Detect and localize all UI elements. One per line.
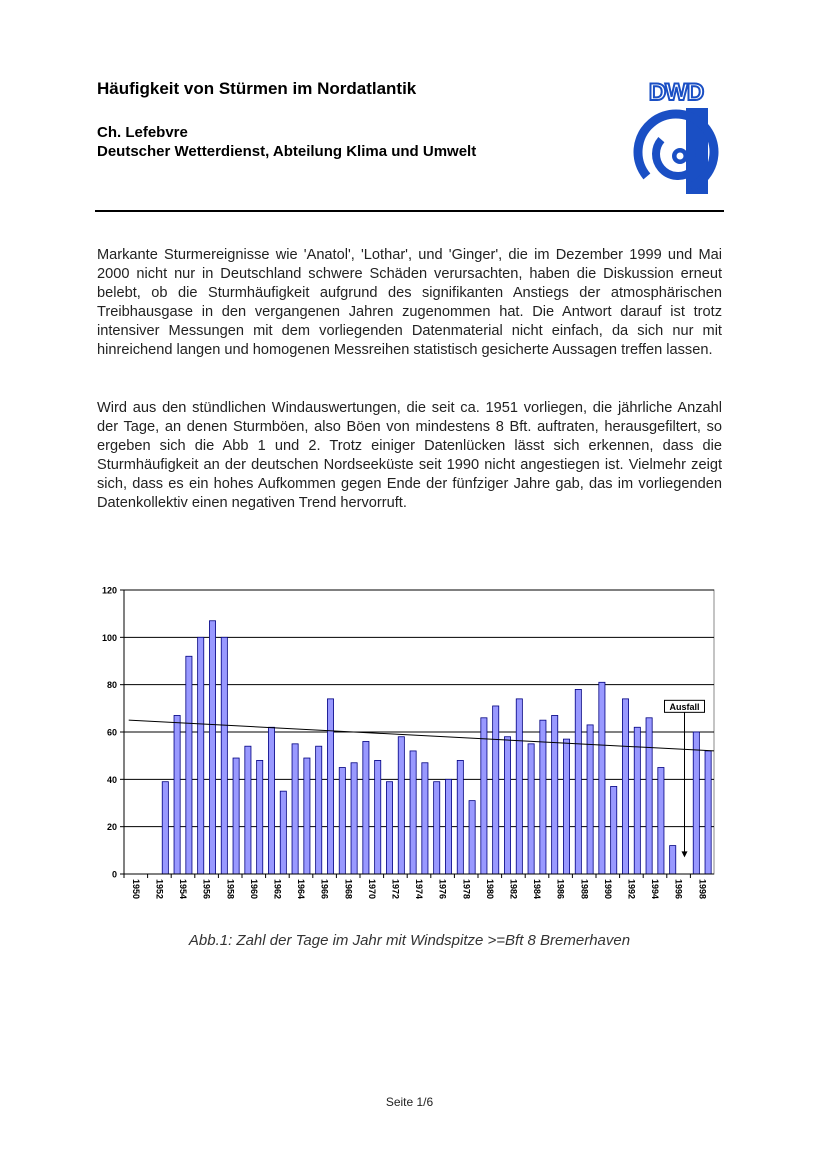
y-tick-label: 60 <box>106 727 117 738</box>
x-tick-label: 1954 <box>178 879 189 900</box>
bar-1968 <box>339 768 345 875</box>
bar-1974 <box>410 751 416 874</box>
x-tick-label: 1994 <box>650 879 661 900</box>
bar-1990 <box>599 682 605 874</box>
bar-1961 <box>257 760 263 874</box>
x-tick-label: 1986 <box>555 879 566 900</box>
bar-1956 <box>198 637 204 874</box>
y-tick-label: 40 <box>106 774 117 785</box>
author-affiliation: Deutscher Wetterdienst, Abteilung Klima und Umwelt <box>97 143 477 160</box>
bar-1953 <box>162 782 168 874</box>
x-tick-label: 1966 <box>319 879 330 900</box>
logo-text: DWD <box>648 79 704 106</box>
y-tick-label: 80 <box>106 680 117 691</box>
bar-1994 <box>646 718 652 874</box>
x-tick-label: 1970 <box>366 879 377 900</box>
x-tick-label: 1982 <box>508 879 519 900</box>
y-tick-label: 100 <box>101 632 117 643</box>
figure-caption: Abb.1: Zahl der Tage im Jahr mit Windspitze >=Bft 8 Bremerhaven <box>188 932 631 949</box>
page-number: Seite 1/6 <box>385 1095 434 1109</box>
bar-1955 <box>186 656 192 874</box>
x-tick-label: 1998 <box>697 879 708 900</box>
x-tick-label: 1962 <box>272 879 283 900</box>
x-tick-label: 1974 <box>414 879 425 900</box>
bar-1975 <box>422 763 428 874</box>
bar-1983 <box>516 699 522 874</box>
bar-1996 <box>670 846 676 874</box>
y-tick-label: 20 <box>106 822 117 833</box>
logo-outer-ring <box>626 98 726 196</box>
bar-1962 <box>268 727 274 874</box>
storm-days-bar-chart <box>90 585 720 915</box>
bar-1995 <box>658 768 664 875</box>
x-tick-label: 1960 <box>248 879 259 900</box>
logo-core-hole <box>677 153 684 160</box>
bar-1969 <box>351 763 357 874</box>
bar-1985 <box>540 720 546 874</box>
bar-1982 <box>504 737 510 874</box>
bar-1999 <box>705 751 711 874</box>
bar-1977 <box>445 779 451 874</box>
bar-1972 <box>386 782 392 874</box>
x-tick-label: 1956 <box>201 879 212 900</box>
bar-1993 <box>634 727 640 874</box>
bar-1971 <box>375 760 381 874</box>
x-tick-label: 1990 <box>602 879 613 900</box>
bar-1973 <box>398 737 404 874</box>
x-tick-label: 1952 <box>154 879 165 900</box>
bar-1989 <box>587 725 593 874</box>
bar-1957 <box>209 621 215 874</box>
bar-1960 <box>245 746 251 874</box>
bar-1987 <box>563 739 569 874</box>
bar-1976 <box>434 782 440 874</box>
y-tick-label: 0 <box>111 869 117 880</box>
x-tick-label: 1978 <box>461 879 472 900</box>
body-paragraph-1: Markante Sturmereignisse wie 'Anatol', 'Lothar', und 'Ginger', die im Dezember 1999 und Mai 2000 nicht nur in Deutschland schwere Schäden verursachten, haben die Diskussion erneut belebt, ob die Sturmhäufigkeit aufgrund des signifikanten Anstiegs der atmosphärischen Treibhausgase in den vergangenen Jahren zugenommen hat. Die Antwort darauf ist trotz intensiver Messungen mit dem vorliegenden Datenmaterial nicht einfach, da sich nur mit hinreichend langen und homogenen Messreihen statistisch gesicherte Aussagen treffen lassen. <box>97 247 722 358</box>
x-tick-label: 1972 <box>390 879 401 900</box>
bar-1963 <box>280 791 286 874</box>
body-paragraph-2: Wird aus den stündlichen Windauswertungen, die seit ca. 1951 vorliegen, die jährliche Anzahl der Tage, an denen Sturmböen, also Böen von mindestens 8 Bft. auftraten, herausgefiltert, so ergeben sich die Abb 1 und 2. Trotz einiger Datenlücken lässt sich erkennen, dass die Sturmhäufigkeit an der deutschen Nordseeküste seit 1990 nicht angestiegen ist. Vielmehr zeigt sich, dass es ein hohes Aufkommen gegen Ende der fünfziger Jahre gab, das im vorliegenden Datenkollektiv einen negativen Trend hervorruft. <box>97 400 722 511</box>
x-tick-label: 1958 <box>225 879 236 900</box>
bar-1986 <box>552 715 558 874</box>
y-tick-label: 120 <box>101 585 117 596</box>
x-tick-label: 1992 <box>626 879 637 900</box>
bar-1966 <box>316 746 322 874</box>
bar-1959 <box>233 758 239 874</box>
bar-1967 <box>327 699 333 874</box>
bar-1980 <box>481 718 487 874</box>
bar-1981 <box>493 706 499 874</box>
annotation-label: Ausfall <box>669 701 700 712</box>
x-tick-label: 1950 <box>130 879 141 900</box>
y-axis-ticks <box>102 586 124 880</box>
x-tick-label: 1996 <box>673 879 684 900</box>
author-name: Ch. Lefebvre <box>97 124 188 141</box>
x-tick-label: 1984 <box>532 879 543 900</box>
x-tick-label: 1968 <box>343 879 354 900</box>
bar-1988 <box>575 689 581 874</box>
bar-1984 <box>528 744 534 874</box>
bar-1964 <box>292 744 298 874</box>
bar-1958 <box>221 637 227 874</box>
bar-1954 <box>174 715 180 874</box>
bar-1965 <box>304 758 310 874</box>
bar-1991 <box>611 786 617 874</box>
bar-1998 <box>693 732 699 874</box>
x-tick-label: 1964 <box>296 879 307 900</box>
x-axis-ticks <box>124 874 707 899</box>
bar-1970 <box>363 741 369 874</box>
bar-1992 <box>622 699 628 874</box>
bar-1978 <box>457 760 463 874</box>
x-tick-label: 1980 <box>484 879 495 900</box>
x-tick-label: 1976 <box>437 879 448 900</box>
dwd-logo <box>626 78 726 196</box>
header-divider <box>95 210 724 212</box>
x-tick-label: 1988 <box>579 879 590 900</box>
document-title: Häufigkeit von Stürmen im Nordatlantik <box>97 79 417 98</box>
bar-1979 <box>469 801 475 874</box>
